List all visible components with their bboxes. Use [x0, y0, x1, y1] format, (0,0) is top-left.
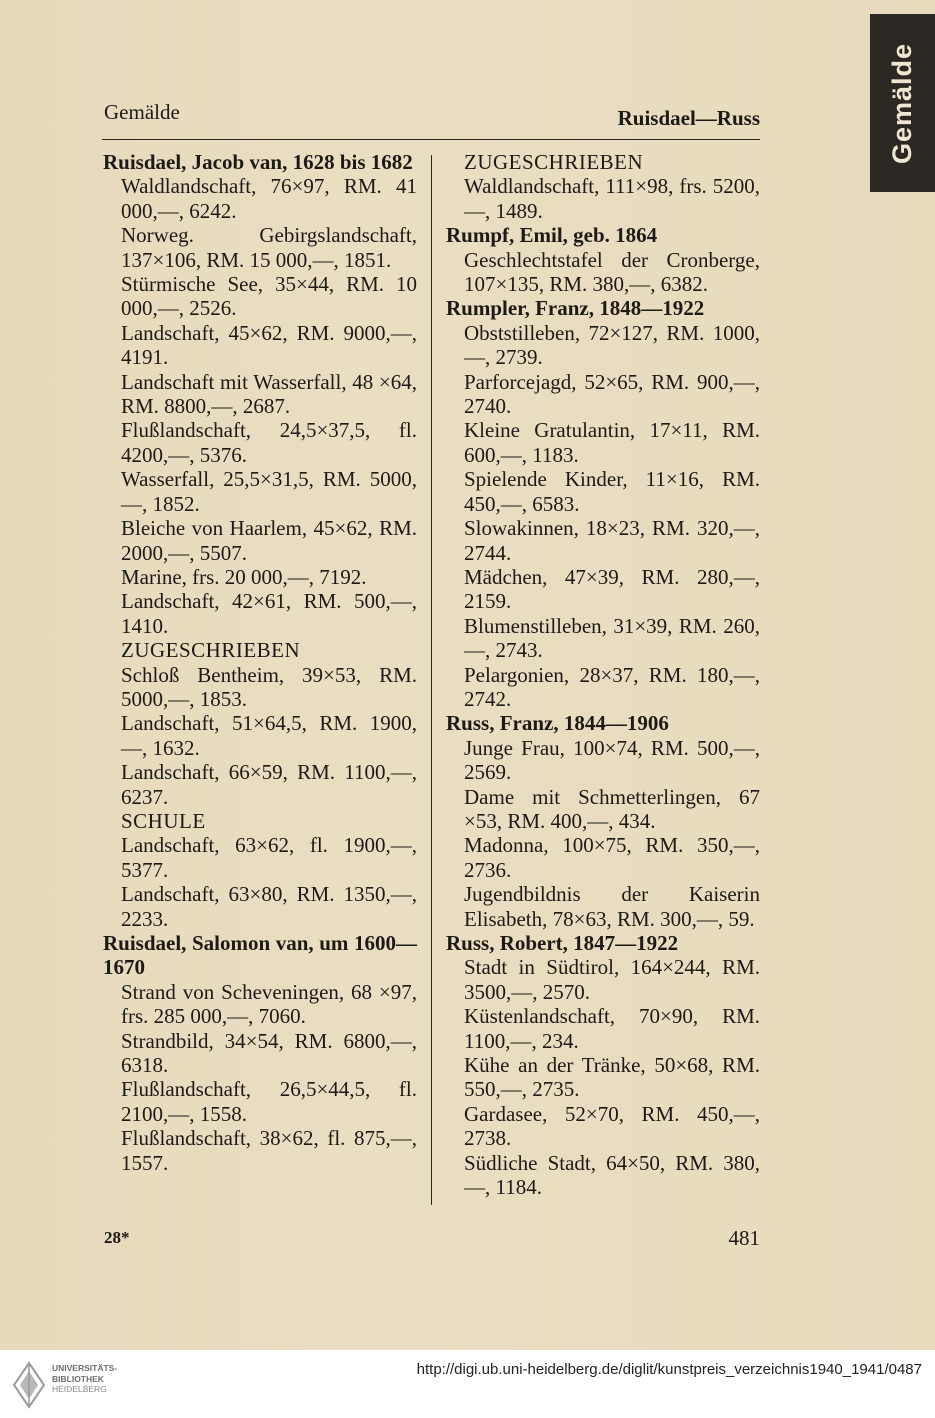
right-work-entry: Obststilleben, 72×127, RM. 1000,—, 2739.	[464, 320, 760, 370]
column-divider	[431, 155, 432, 1205]
right-work-entry: Madonna, 100×75, RM. 350,—, 2736.	[464, 833, 760, 882]
permalink-url[interactable]: http://digi.ub.uni-heidelberg.de/diglit/kunstpreis_verzeichnis1940_1941/0487	[416, 1361, 922, 1378]
right-work-entry: Pelargonien, 28×37, RM. 180,—, 2742.	[464, 662, 760, 711]
library-name-line3: HEIDELBERG	[52, 1384, 107, 1394]
left-column	[103, 150, 417, 1175]
right-work-entry: Kühe an der Tränke, 50×68, RM. 550,—, 2735.	[464, 1053, 760, 1102]
left-artist-heading: Ruisdael, Jacob van, 1628 bis 1682	[103, 150, 413, 174]
section-tab-text-wrap	[870, 14, 935, 192]
left-work-entry: Bleiche von Haarlem, 45×62, RM. 2000,—, 5507.	[121, 516, 417, 565]
library-name-line2: BIBLIOTHEK	[52, 1373, 104, 1384]
library-name-line1: UNIVERSITÄTS-	[52, 1363, 118, 1373]
right-work-entry: Jugendbildnis der Kaiserin Elisabeth, 78×63, RM. 300,—, 59.	[464, 882, 760, 931]
library-logo-text	[52, 1363, 142, 1395]
left-work-entry: Landschaft, 51×64,5, RM. 1900,—, 1632.	[121, 711, 417, 760]
left-work-entry: Schloß Bentheim, 39×53, RM. 5000,—, 1853.	[121, 662, 417, 711]
left-attribution-heading: ZUGESCHRIEBEN	[121, 638, 301, 663]
left-work-entry: Landschaft, 45×62, RM. 9000,—, 4191.	[121, 320, 417, 370]
left-work-entry: Wasserfall, 25,5×31,5, RM. 5000,—, 1852.	[121, 467, 417, 516]
page-number: 481	[728, 1226, 760, 1250]
left-work-entry: Landschaft mit Wasserfall, 48 ×64, RM. 8800,—, 2687.	[121, 369, 417, 419]
left-work-entry: Norweg. Gebirgslandschaft, 137×106, RM. 15 000,—, 1851.	[121, 223, 417, 272]
library-logo-icon	[12, 1361, 46, 1409]
right-column	[446, 150, 760, 1199]
right-artist-heading: Russ, Robert, 1847—1922	[446, 931, 679, 955]
left-work-entry: Stürmische See, 35×44, RM. 10 000,—, 2526.	[121, 272, 417, 321]
right-work-entry: Parforcejagd, 52×65, RM. 900,—, 2740.	[464, 369, 760, 419]
right-work-entry: Gardasee, 52×70, RM. 450,—, 2738.	[464, 1101, 760, 1151]
left-work-entry: Strand von Scheveningen, 68 ×97, frs. 285 000,—, 7060.	[121, 979, 417, 1029]
signature-mark: 28*	[104, 1228, 130, 1247]
left-work-entry: Marine, frs. 20 000,—, 7192.	[121, 564, 367, 589]
left-attribution-heading: SCHULE	[121, 808, 206, 833]
right-work-entry: Stadt in Südtirol, 164×244, RM. 3500,—, 2570.	[464, 955, 760, 1004]
left-work-entry: Landschaft, 66×59, RM. 1100,—, 6237.	[121, 760, 417, 809]
left-work-entry: Flußlandschaft, 38×62, fl. 875,—, 1557.	[121, 1126, 417, 1175]
right-work-entry: Spielende Kinder, 11×16, RM. 450,—, 6583.	[464, 467, 760, 516]
left-work-entry: Waldlandschaft, 76×97, RM. 41 000,—, 6242.	[121, 174, 417, 223]
right-work-entry: Geschlechtstafel der Cronberge, 107×135, RM. 380,—, 6382.	[464, 247, 760, 297]
left-work-entry: Strandbild, 34×54, RM. 6800,—, 6318.	[121, 1028, 417, 1078]
left-work-entry: Flußlandschaft, 24,5×37,5, fl. 4200,—, 5376.	[121, 418, 417, 467]
right-artist-heading: Russ, Franz, 1844—1906	[446, 711, 669, 736]
right-work-entry: Südliche Stadt, 64×50, RM. 380,—, 1184.	[464, 1150, 760, 1200]
left-work-entry: Landschaft, 63×80, RM. 1350,—, 2233.	[121, 882, 417, 931]
running-header-right: Ruisdael—Russ	[617, 106, 760, 130]
right-work-entry: Junge Frau, 100×74, RM. 500,—, 2569.	[464, 735, 760, 785]
header-rule	[102, 139, 760, 140]
left-work-entry: Landschaft, 42×61, RM. 500,—, 1410.	[121, 589, 417, 638]
right-work-entry: Blumenstilleben, 31×39, RM. 260,—, 2743.	[464, 613, 760, 663]
right-artist-heading: Rumpler, Franz, 1848—1922	[446, 296, 705, 321]
left-work-entry: Landschaft, 63×62, fl. 1900,—, 5377.	[121, 833, 417, 882]
right-work-entry: Dame mit Schmetterlingen, 67 ×53, RM. 400,—, 434.	[464, 784, 760, 833]
right-work-entry: Mädchen, 47×39, RM. 280,—, 2159.	[464, 564, 760, 614]
section-tab-label: Gemälde	[887, 42, 917, 164]
right-work-entry: Kleine Gratulantin, 17×11, RM. 600,—, 1183.	[464, 418, 760, 467]
right-attribution-heading: ZUGESCHRIEBEN	[464, 150, 644, 174]
left-work-entry: Flußlandschaft, 26,5×44,5, fl. 2100,—, 1558.	[121, 1077, 417, 1126]
left-artist-heading: Ruisdael, Salomon van, um 1600—1670	[103, 931, 417, 980]
running-header-left: Gemälde	[104, 100, 180, 124]
right-work-entry: Waldlandschaft, 111×98, frs. 5200,—, 1489.	[464, 174, 760, 223]
right-work-entry: Slowakinnen, 18×23, RM. 320,—, 2744.	[464, 516, 760, 565]
right-artist-heading: Rumpf, Emil, geb. 1864	[446, 223, 658, 248]
right-work-entry: Küstenlandschaft, 70×90, RM. 1100,—, 234.	[464, 1004, 760, 1053]
